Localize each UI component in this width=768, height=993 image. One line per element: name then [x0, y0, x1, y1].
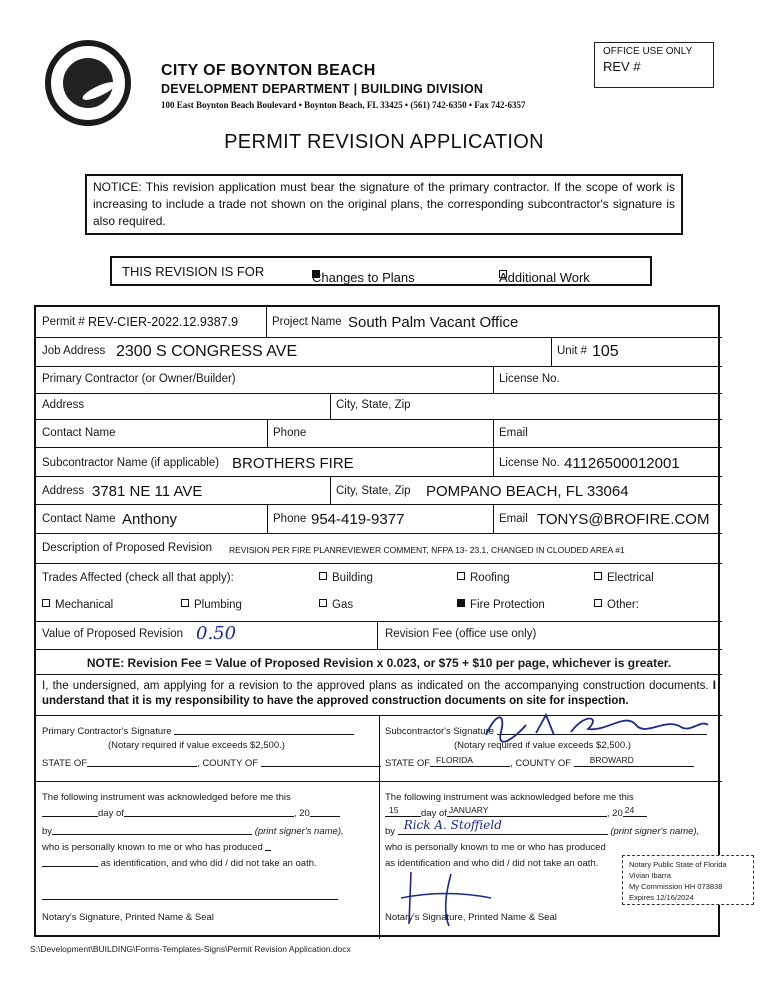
project-name-label: Project Name	[272, 316, 342, 328]
sub-phone-value[interactable]: 954-419-9377	[311, 511, 405, 528]
sub-city-state-zip-label: City, State, Zip	[336, 485, 411, 497]
trade-building[interactable]: Building	[319, 572, 373, 584]
revision-for-box: THIS REVISION IS FOR Changes to Plans Additional Work	[110, 256, 652, 286]
checkbox-icon[interactable]	[594, 599, 602, 607]
contact-name-label: Contact Name	[42, 427, 116, 439]
email-label: Email	[499, 427, 528, 439]
permit-number-value[interactable]: REV-CIER-2022.12.9387.9	[88, 315, 239, 329]
applicant-statement: I, the undersigned, am applying for a revision to the approved plans as indicated on the accompanying construction documents. I understand that it is my responsibility to have the approved construction documents on site for inspection.	[42, 680, 716, 707]
primary-state-county: STATE OF , COUNTY OF	[42, 757, 381, 771]
fee-label: Revision Fee (office use only)	[385, 628, 537, 640]
trade-plumbing[interactable]: Plumbing	[181, 599, 242, 611]
trade-electrical[interactable]: Electrical	[594, 572, 654, 584]
checkbox-icon[interactable]	[594, 572, 602, 580]
job-address-value[interactable]: 2300 S CONGRESS AVE	[116, 343, 298, 360]
sub-by-line: by Rick A. Stoffield (print signer's name),	[385, 818, 700, 837]
checkbox-checked-icon[interactable]	[457, 599, 465, 607]
unit-number-value[interactable]: 105	[592, 343, 619, 360]
trade-fire-protection[interactable]: Fire Protection	[457, 599, 545, 611]
value-value[interactable]: 0.50	[196, 623, 237, 644]
sub-city-state-zip-value[interactable]: POMPANO BEACH, FL 33064	[426, 483, 629, 500]
sub-license-value[interactable]: 41126500012001	[564, 455, 680, 472]
primary-day-line: day of , 20	[42, 807, 340, 821]
permit-number-label: Permit #	[42, 316, 85, 328]
primary-contractor-label: Primary Contractor (or Owner/Builder)	[42, 373, 236, 385]
primary-by-line: by (print signer's name),	[42, 826, 344, 837]
job-address-label: Job Address	[42, 345, 106, 357]
office-use-box	[594, 42, 714, 88]
description-value[interactable]: REVISION PER FIRE PLANREVIEWER COMMENT, NFPA 13- 23.1, CHANGED IN CLOUDED AREA #1	[229, 545, 625, 555]
sub-as-id: as identification and who did / did not take an oath.	[385, 858, 599, 869]
notary-stamp-line1: Notary Public State of Florida	[629, 860, 727, 869]
sub-contact-name-value[interactable]: Anthony	[122, 511, 178, 528]
sub-address-value[interactable]: 3781 NE 11 AVE	[92, 483, 203, 500]
primary-notary-signature-label: Notary's Signature, Printed Name & Seal	[42, 912, 214, 923]
file-path-footer: S:\Development\BUILDING\Forms-Templates-Signs\Permit Revision Application.docx	[30, 944, 351, 954]
page-title: PERMIT REVISION APPLICATION	[224, 131, 544, 153]
primary-ack-line: The following instrument was acknowledged before me this	[42, 792, 291, 803]
unit-number-label: Unit #	[557, 345, 588, 357]
fee-note: NOTE: Revision Fee = Value of Proposed Revision x 0.023, or $75 + $10 per page, whichever is greater.	[86, 656, 672, 670]
checkbox-icon[interactable]	[181, 599, 189, 607]
address-line: 100 East Boynton Beach Boulevard • Boynton Beach, FL 33425 • (561) 742-6350 • Fax 742-6357	[161, 100, 526, 110]
subcontractor-name-value[interactable]: BROTHERS FIRE	[232, 455, 354, 472]
subcontractor-name-label: Subcontractor Name (if applicable)	[42, 457, 220, 469]
checkbox-icon[interactable]	[42, 599, 50, 607]
primary-who-known: who is personally known to me or who has produced	[42, 841, 271, 855]
description-label: Description of Proposed Revision	[42, 542, 213, 554]
department-line: DEVELOPMENT DEPARTMENT | BUILDING DIVISION	[161, 82, 484, 96]
sub-address-label: Address	[42, 485, 85, 497]
trade-gas[interactable]: Gas	[319, 599, 353, 611]
notary-stamp-line2: Vivian Ibarra	[629, 871, 671, 880]
sub-notary-signature-label: Notary's Signature, Printed Name & Seal	[385, 912, 557, 923]
checkbox-icon[interactable]	[319, 599, 327, 607]
sub-phone-label: Phone	[273, 513, 307, 525]
revision-for-label: THIS REVISION IS FOR	[122, 264, 265, 279]
notice-box: NOTICE: This revision application must bear the signature of the primary contractor. If the scope of work is increasing to include a trade not shown on the original plans, the corresponding subcontractor's signature is also required.	[85, 174, 683, 235]
sub-license-label: License No.	[499, 457, 560, 469]
sub-notary-required: (Notary required if value exceeds $2,500.)	[454, 740, 631, 751]
trades-label: Trades Affected (check all that apply):	[42, 572, 234, 584]
primary-signature-label: Primary Contractor's Signature	[42, 725, 354, 739]
sub-contact-name-label: Contact Name	[42, 513, 116, 525]
trade-roofing[interactable]: Roofing	[457, 572, 510, 584]
permit-form	[34, 305, 723, 937]
checkbox-icon[interactable]	[457, 572, 465, 580]
notary-stamp-line3: My Commission HH 073838	[629, 882, 723, 891]
trade-mechanical[interactable]: Mechanical	[42, 599, 113, 611]
sub-email-label: Email	[499, 513, 528, 525]
trade-other[interactable]: Other:	[594, 599, 639, 611]
city-seal-logo	[45, 40, 131, 126]
notary-stamp-line4: Expires 12/16/2024	[629, 893, 694, 902]
sub-email-value[interactable]: TONYS@BROFIRE.COM	[537, 511, 710, 528]
notary-seal-stamp	[622, 855, 754, 905]
sub-day-line: 15 day of JANUARY , 20 24	[385, 807, 647, 821]
city-state-zip-label: City, State, Zip	[336, 399, 411, 411]
primary-notary-required: (Notary required if value exceeds $2,500.)	[108, 740, 285, 751]
sub-signature-label: Subcontractor's Signature	[385, 725, 707, 739]
office-use-label: OFFICE USE ONLY	[603, 46, 693, 57]
sub-ack-line: The following instrument was acknowledged before me this	[385, 792, 634, 803]
phone-label: Phone	[273, 427, 307, 439]
sub-state-county: STATE OF FLORIDA , COUNTY OF BROWARD	[385, 757, 694, 771]
address-label: Address	[42, 399, 85, 411]
license-no-label: License No.	[499, 373, 560, 385]
sub-who-known: who is personally known to me or who has produced	[385, 842, 606, 853]
checkbox-icon[interactable]	[319, 572, 327, 580]
value-label: Value of Proposed Revision	[42, 628, 184, 640]
project-name-value[interactable]: South Palm Vacant Office	[348, 314, 519, 331]
rev-number-label: REV #	[603, 59, 641, 74]
city-title: CITY OF BOYNTON BEACH	[161, 62, 376, 79]
primary-as-id: as identification, and who did / did not take an oath.	[42, 857, 317, 871]
